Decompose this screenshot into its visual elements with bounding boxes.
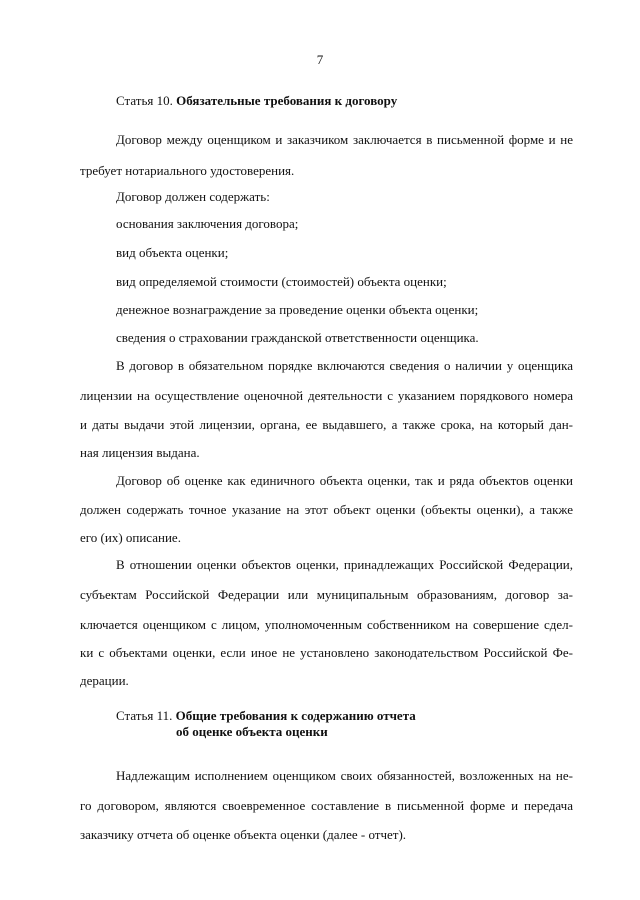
page-number: 7: [316, 52, 324, 67]
article-11-title-line1: Общие требования к содержанию отчета: [175, 708, 416, 723]
article-11-p1-line: Надлежащим исполнением оценщиком своих обязанностей, возложенных на не-: [116, 768, 573, 783]
article-10-p5-line: субъектам Российской Федерации или муниципальным образованиям, договор за-: [80, 587, 573, 602]
list-item: основания заключения договора;: [116, 216, 299, 231]
article-10-p5-line: ключается оценщиком с лицом, уполномоченным собственником на совершение сдел-: [80, 617, 573, 632]
article-10-p2: Договор должен содержать:: [116, 189, 270, 204]
article-10-p4-line: его (их) описание.: [80, 530, 181, 545]
article-10-p1-line1: Договор между оценщиком и заказчиком заключается в письменной форме и не: [116, 132, 573, 147]
article-11-p1-line: заказчику отчета об оценке объекта оценки (далее - отчет).: [80, 827, 407, 842]
article-10-p5-line: ки с объектами оценки, если иное не установлено законодательством Российской Фе-: [80, 645, 573, 660]
article-10-title: Обязательные требования к договору: [176, 93, 398, 108]
list-item: вид объекта оценки;: [116, 245, 229, 260]
article-10-p3-line: ная лицензия выдана.: [80, 445, 200, 460]
article-10-p4-line: должен содержать точное указание на этот объект оценки (объекты оценки), а также: [80, 502, 573, 517]
list-item: сведения о страховании гражданской ответственности оценщика.: [116, 330, 479, 345]
article-11-heading: [116, 708, 416, 724]
article-10-p3-line: лицензии на осуществление оценочной деятельности с указанием порядкового номера: [80, 388, 573, 403]
list-item: денежное вознаграждение за проведение оценки объекта оценки;: [116, 302, 479, 317]
article-10-label: Статья 10.: [116, 93, 173, 108]
list-item: вид определяемой стоимости (стоимостей) объекта оценки;: [116, 274, 447, 289]
article-11-label: Статья 11.: [116, 708, 173, 723]
article-11-p1-line: го договором, являются своевременное составление в письменной форме и передача: [80, 798, 573, 813]
article-10-p5-line: дерации.: [80, 673, 129, 688]
article-10-p5-line: В отношении оценки объектов оценки, принадлежащих Российской Федерации,: [116, 557, 573, 572]
article-10-p3-line: В договор в обязательном порядке включаются сведения о наличии у оценщика: [116, 358, 573, 373]
article-11-title-line2: об оценке объекта оценки: [176, 724, 328, 739]
article-10-heading: [116, 93, 397, 109]
article-10-p1-line2: требует нотариального удостоверения.: [80, 163, 295, 178]
article-10-p4-line: Договор об оценке как единичного объекта оценки, так и ряда объектов оценки: [116, 473, 573, 488]
article-10-p3-line: и даты выдачи этой лицензии, органа, ее выдавшего, а также срока, на который дан-: [80, 417, 573, 432]
